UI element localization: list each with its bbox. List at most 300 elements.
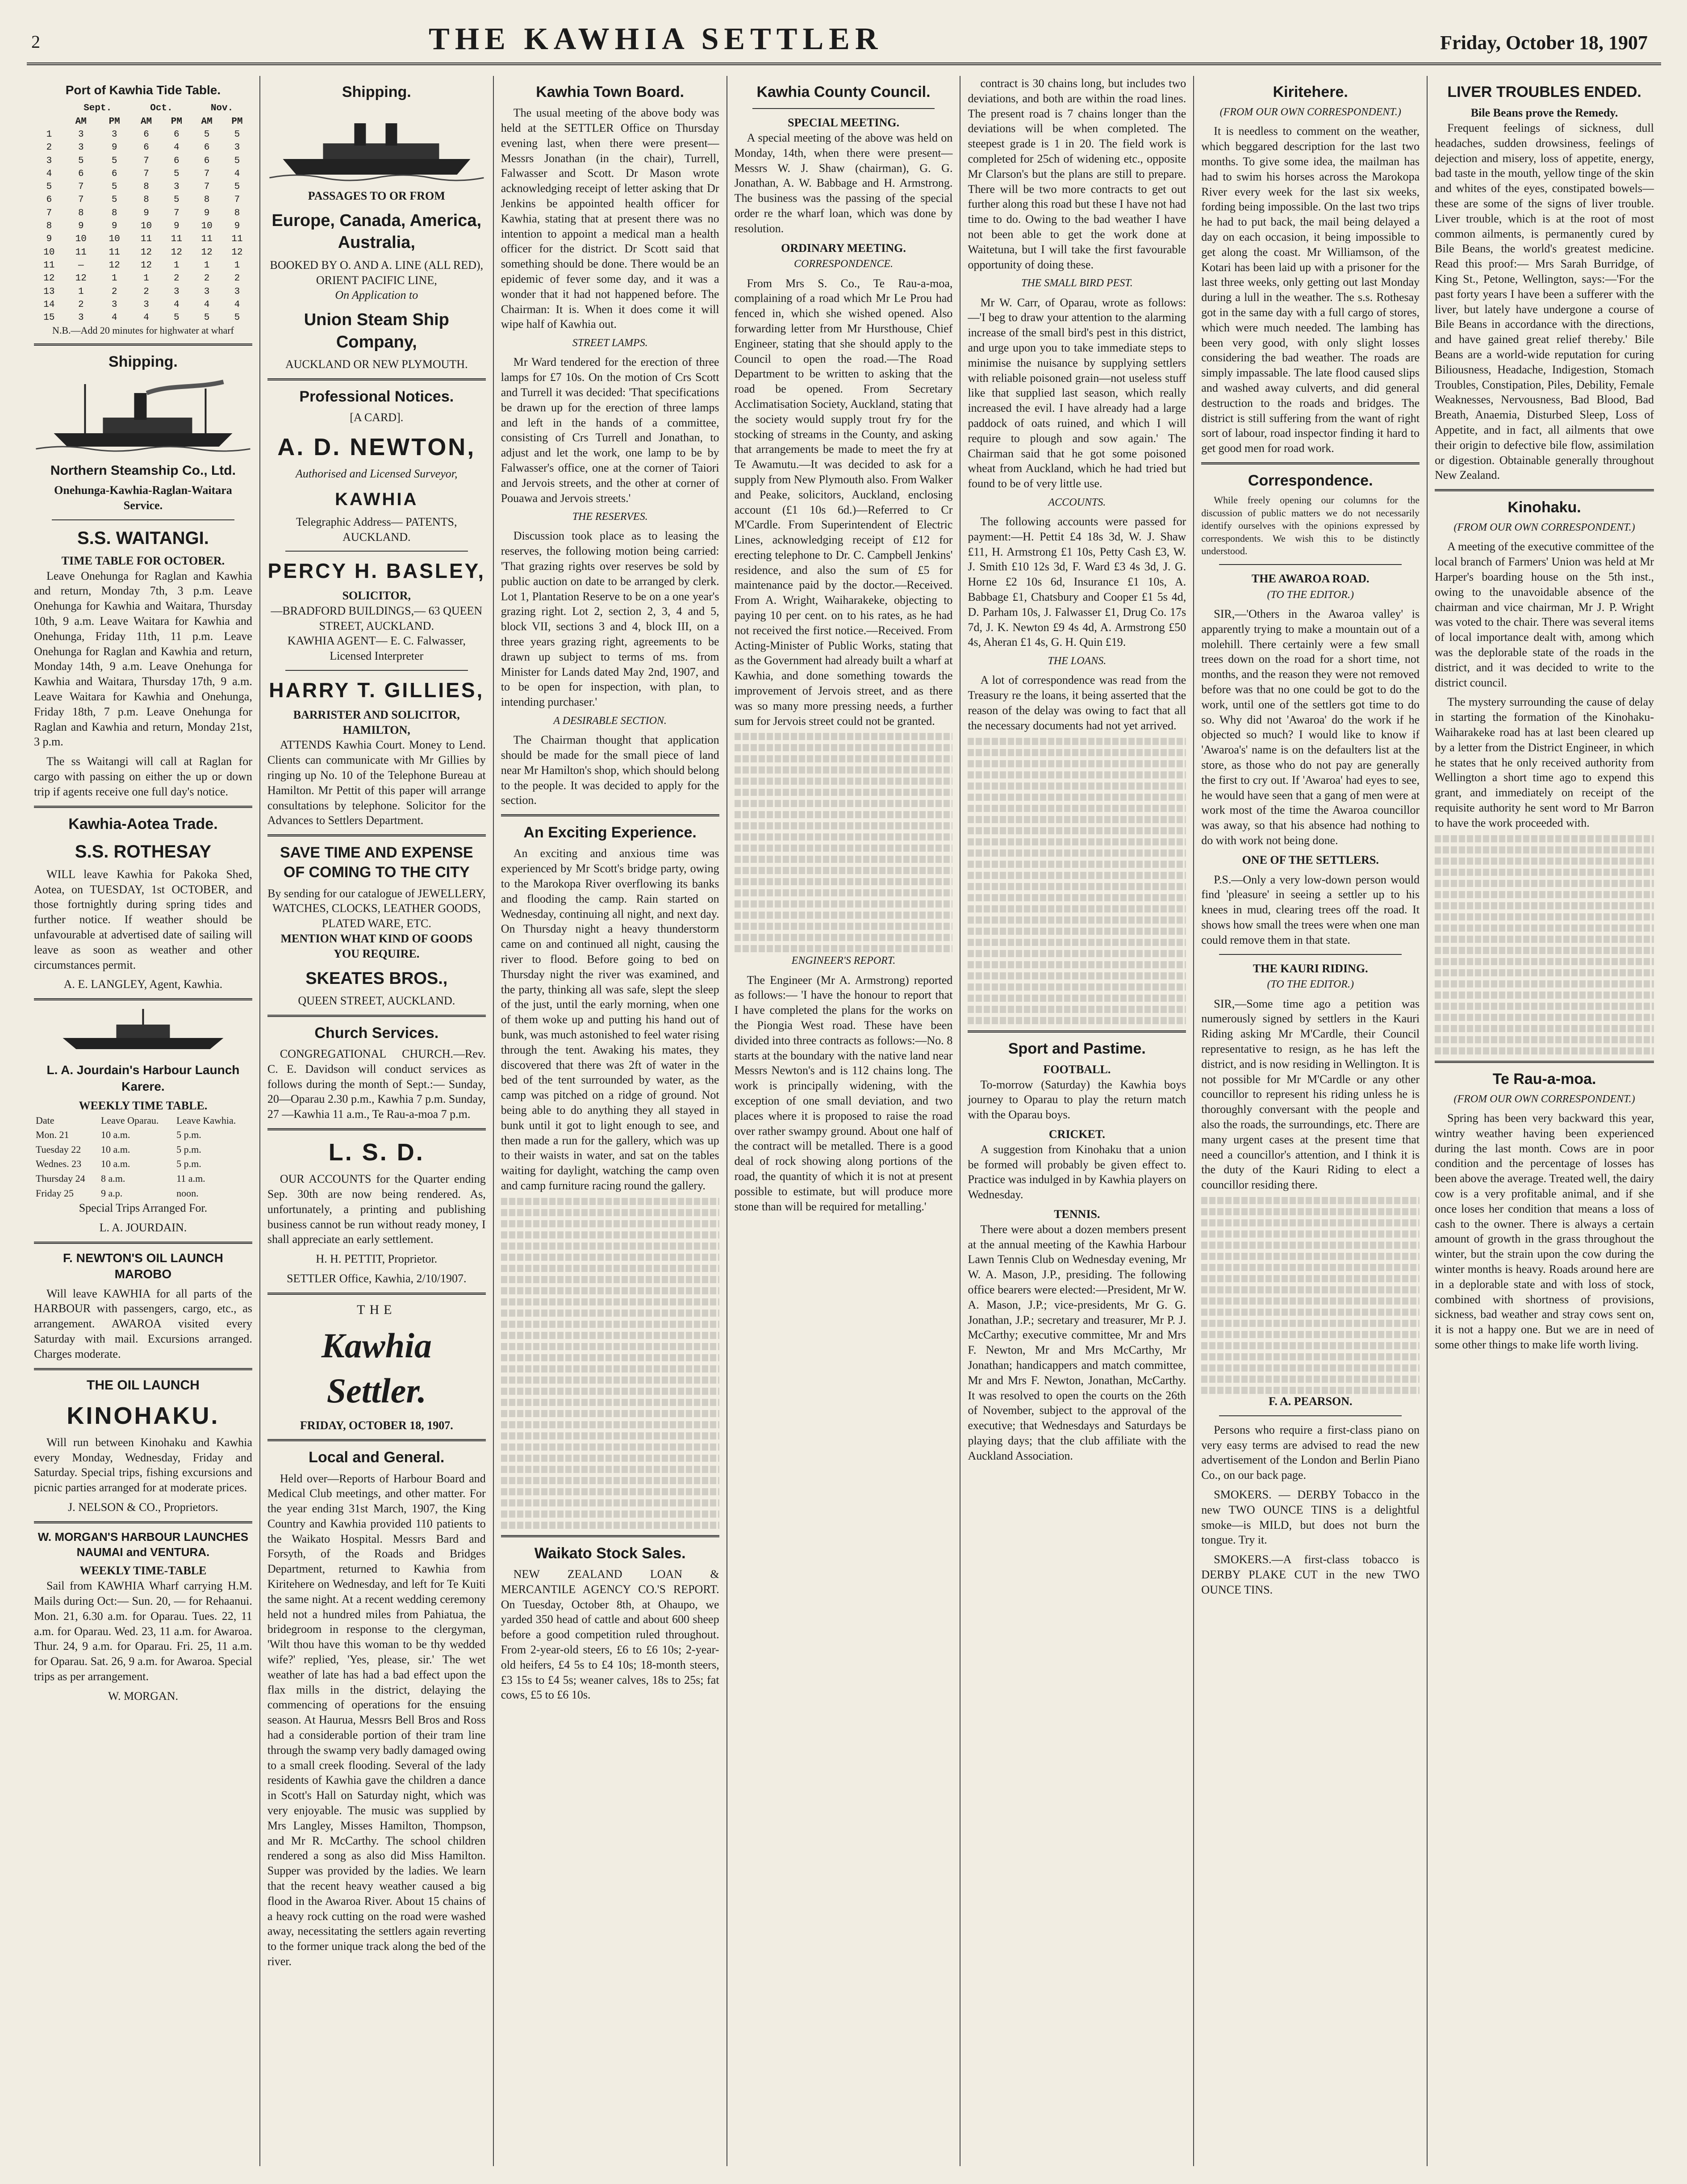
shipping-heading: Shipping. xyxy=(342,84,411,100)
divider xyxy=(34,806,252,808)
karere-header-row xyxy=(34,1113,252,1128)
tide-cell: 5 xyxy=(46,182,52,192)
cricket-heading: CRICKET. xyxy=(1048,1128,1105,1141)
tide-cell: 8 xyxy=(204,195,210,205)
tide-row xyxy=(34,285,252,298)
nameplate: Kawhia Settler. xyxy=(321,1326,432,1410)
divider xyxy=(1219,1415,1402,1416)
tide-cell: 4 xyxy=(234,168,240,179)
local-heading: Local and General. xyxy=(309,1449,445,1466)
tide-cell: 1 xyxy=(46,129,52,140)
column-3 xyxy=(494,76,727,2166)
town-board-body: The usual meeting of the above body was held at the SETTLER Office on Thursday evening last, when there were present—Messrs Jonathan (in the chair), Turrell, Falwasser and Scott. Dr Mason wrote acknowledging receipt of letter asking that Dr Jenkins be appointed health officer for Kawhia, stating that at present there was no intention to appoint a medical man a health officer for the district. Dr Scott said that something should be done. There would be an epidemic of fever some day, and it was a wonder that it had not happened before. The Chairman: It is. When it does come it will wipe half of Kawhia out. xyxy=(501,106,719,331)
tide-cell: 2 xyxy=(143,286,149,297)
newton-town: KAWHIA xyxy=(335,489,418,509)
tide-cell: 5 xyxy=(234,313,240,323)
tide-cell: 5 xyxy=(111,182,117,192)
tide-cell: 3 xyxy=(174,182,180,192)
karere-cell: Friday 25 xyxy=(36,1187,74,1199)
tide-cell: 8 xyxy=(143,195,149,205)
kinohaku-news-body: A meeting of the executive committee of the local branch of Farmers' Union was held at Mr Harper's boarding house on the 5th inst., owing to the unavoidable absence of the chairman and vice chairman, Mr J. P. Wright was voted to the chair. There was several items of local importance dealt with, among which was the deplorable state of the roads in the district, and it was decided to write to the district council. xyxy=(1435,540,1654,689)
kiritehere-byline: (FROM OUR OWN CORRESPONDENT.) xyxy=(1219,106,1401,118)
gillies-notice: ATTENDS Kawhia Court. Money to Lend. Clients can communicate with Mr Gillies by ringing up No. 10 of the Telephone Bureau at Hamilton. Mr Pettit of this paper will arrange consultations by telephone. Solicitor for the Advances to Settlers Department. xyxy=(267,738,486,827)
karere-row xyxy=(34,1142,252,1157)
tide-cell: 7 xyxy=(204,182,210,192)
morgan-schedule: Sail from KAWHIA Wharf carrying H.M. Mails during Oct:— Sun. 20, — for Rehaanui. Mon. 21, 6.30 a.m. for Oparau. Tues. 22, 11 a.m. for Oparau. Wed. 23, 11 a.m. for Awaroa. Thur. 24, 9 a.m. for Oparau. Fri. 25, 11 a.m. for Oparau. Sat. 26, 9 a.m. for Awaroa. Special trips as per arrangement. xyxy=(34,1579,252,1683)
lsd-notice: OUR ACCOUNTS for the Quarter ending Sep. 30th are now being rendered. As, unfortunately, a printing and publishing business cannot be run without ready money, I shall appreciate an early settlement. xyxy=(267,1172,486,1246)
karere-cell: 5 p.m. xyxy=(176,1143,201,1155)
church-notice: CONGREGATIONAL CHURCH.—Rev. C. E. Davidson will conduct services as follows during the month of Sept.:— Sunday, 20—Oparau 2.30 p.m., Kawhia 7 p.m. Sunday, 27 —Kawhia 11 a.m., Te Rau-a-moa 7 p.m. xyxy=(267,1047,486,1121)
tide-cell: 9 xyxy=(46,234,52,245)
tide-cell: 6 xyxy=(111,168,117,179)
tide-cell: 7 xyxy=(143,155,149,166)
tide-cell: 7 xyxy=(174,208,180,218)
tide-cell: 4 xyxy=(143,313,149,323)
tide-cell: 7 xyxy=(46,208,52,218)
bird-pest-heading: THE SMALL BIRD PEST. xyxy=(1021,277,1133,289)
save-heading: SAVE TIME AND EXPENSE OF COMING TO THE CITY xyxy=(280,844,473,881)
tide-cell: 11 xyxy=(201,234,213,245)
tide-cell: 5 xyxy=(174,168,180,179)
tide-cell: 3 xyxy=(78,142,84,153)
tide-row xyxy=(34,272,252,285)
karere-cell: 9 a.p. xyxy=(100,1187,123,1199)
illegible-text-block xyxy=(735,733,953,952)
exciting-heading: An Exciting Experience. xyxy=(523,824,697,841)
divider xyxy=(968,1030,1186,1033)
divider xyxy=(52,519,234,520)
skeates-name: SKEATES BROS., xyxy=(305,969,448,988)
tide-cell: 5 xyxy=(234,129,240,140)
column-5 xyxy=(960,76,1194,2166)
basley-name: PERCY H. BASLEY, xyxy=(267,559,486,583)
illegible-text-block xyxy=(968,738,1186,1024)
illegible-text-block xyxy=(1201,1197,1420,1394)
karere-cell: Wednes. 23 xyxy=(36,1158,82,1170)
issue-date: Friday, October 18, 1907 xyxy=(1440,32,1648,54)
exciting-body: An exciting and anxious time was experienced by Mr Scott's bridge party, owing to the Marokopa River overflowing its banks and flooding the camp. Rain started on Wednesday, continuing all night, and next day. On Thursday night a heavy thunderstorm came on and continued all night, causing the river to flood. Before going to bed on Thursday night the river was examined, and the party, thinking all was safe, slept the sleep of the just, until the early morning, when one of them woke up and putting his hand out of bunk, was much astonished to feel water rising through the tent. Awaking his mates, they discovered that there was 2ft of water in the bed of the tent surrounded by water, as the camp was pitched on a ridge of ground. Not being able to do anything they all stayed in bunk until it got to light enough to see, and then made a run for the gallery, which was up to their waists in water, and sat on the tables waiting for daylight, watching the camp oven and camp furniture racing round the gallery. xyxy=(501,847,719,1192)
tide-row xyxy=(34,155,252,167)
divider xyxy=(267,834,486,837)
tide-cell: 3 xyxy=(234,142,240,153)
engineer-continued: contract is 30 chains long, but includes two deviations, and both are within the road lines. The present road is 7 chains longer than the deviations will be when completed. The steepest grade is 1 in 20. The field work is completed for 25ch of widening etc., opposite Mr Clarson's but the plans are still to prepare. There will be two more contracts to get out further along this road but these I have not had time to do. Owing to the bad weather I have not been able to get the work done at Waitetuna, but I will take the first favourable opportunity of doing these. xyxy=(968,77,1186,271)
awaroa-road-ps: P.S.—Only a very low-down person would find 'pleasure' in seeing a settler up to his knees in mud, clearing trees off the road. It shows how small the trees were when one man could remove them in that state. xyxy=(1201,873,1420,946)
tide-cell: 10 xyxy=(140,221,152,232)
rothesay-name: S.S. ROTHESAY xyxy=(75,841,212,862)
divider xyxy=(34,343,252,346)
nsc-route: Onehunga-Kawhia-Raglan-Waitara Service. xyxy=(54,484,232,512)
correspondence-heading: Correspondence. xyxy=(1248,472,1373,489)
masthead xyxy=(27,21,1661,62)
reserves-body: Discussion took place as to leasing the reserves, the following motion being carried: 'That grazing rights over reserves be sold by public auction on date to be arranged by clerk. Lot 1, Plantation Reserve to be on a one year's grazing right. Lot 2, section 2, 3, 4 and 5, block VII, sections 3 and 4, block III, on a three years grazing right, agreements to be drawn up subject to terms of ms. from Minister for Lands dated May 2nd, 1907, and to be open for inspection, with plan, to intending purchaser.' xyxy=(501,529,719,709)
kinohaku-sign: J. NELSON & CO., Proprietors. xyxy=(68,1501,218,1514)
tide-cell: 1 xyxy=(174,260,180,271)
tide-month-row xyxy=(34,102,252,115)
tide-cell: 10 xyxy=(75,234,87,245)
tide-cell: 3 xyxy=(174,286,180,297)
kinohaku-name: KINOHAKU. xyxy=(67,1402,220,1429)
gillies-role: BARRISTER AND SOLICITOR, HAMILTON, xyxy=(293,708,460,736)
tide-cell: 1 xyxy=(111,273,117,284)
tide-table xyxy=(34,102,252,324)
divider xyxy=(267,1128,486,1130)
lsd-heading: L. S. D. xyxy=(328,1138,425,1166)
waikato-heading: Waikato Stock Sales. xyxy=(534,1544,686,1562)
newton-role: Authorised and Licensed Surveyor, xyxy=(296,467,458,480)
loans-body: A lot of correspondence was read from the Treasury re the loans, it being asserted that the reason of the delay was owing to fact that all the necessary documents had not yet arrived. xyxy=(968,674,1186,732)
tide-cell: 14 xyxy=(43,299,55,310)
tide-month: Sept. xyxy=(84,103,112,114)
divider xyxy=(267,1439,486,1441)
lsd-sign: H. H. PETTIT, Proprietor. xyxy=(316,1252,438,1266)
karere-row xyxy=(34,1128,252,1142)
masthead-rule xyxy=(27,63,1661,65)
tide-cell: 8 xyxy=(78,208,84,218)
karere-timetable-heading: WEEKLY TIME TABLE. xyxy=(79,1099,208,1112)
kauri-riding-letter: SIR,—Some time ago a petition was numerously signed by settlers in the Kauri Riding asking Mr M'Cardle, their Council representative to resign, as he has left the district, and is now residing in Wellington. It is not possible for Mr M'Cardle or any other councillor to represent his riding unless he is thoroughly conversant with the people and also the roads, the surroundings, etc. There are many urgent cases at the present time that need a councillor's attention, and I think it is the duty of the Kauri Riding to elect a councillor residing there. xyxy=(1201,997,1420,1192)
engineer-body: The Engineer (Mr A. Armstrong) reported as follows:— 'I have the honour to report that I have completed the plans for the works on the Piongia West road. These have been divided into three contracts as follows:—No. 8 starts at the boundary with the native land near Messrs Newton's and is 112 chains long. The work is principally widening, with the exception of one small deviation, and two places where it is proposed to raise the road over rather swampy ground. About one half of the contract will be metalled. There is a good deal of rock showing along portions of the road, the quantity of which it is not at present possible to estimate, but will produce more stone than will be required for metalling.' xyxy=(734,973,953,1213)
karere-cell: 5 p.m. xyxy=(176,1158,201,1170)
divider xyxy=(285,551,468,552)
rothesay-notice: WILL leave Kawhia for Pakoka Shed, Aotea, on TUESDAY, 1st OCTOBER, and those fortnightly during spring tides and further notice. If weather should be unfavourable at advertised date of sailing will leave as soon as weather and other circumstances permit. xyxy=(34,867,252,971)
tide-cell: 1 xyxy=(78,286,84,297)
tide-cell: 9 xyxy=(78,221,84,232)
accounts-body: The following accounts were passed for payment:—H. Pettit £4 18s 3d, W. J. Shaw £11, H. Armstrong £1 10s, Petty Cash £3, W. J. Smith £10 12s 3d, F. Ward £3 4s 3d, J. G. Horne £2 10s 6d, Insurance £1 10s, A. Babbage £1, Chatsbury and Cooper £1 5s 4d, D. Parham 10s, J. Falwasser £1, Drug Co. 17s 7d, J. K. Newton £9 4s 4d, A. Armstrong £50 4s, Aheran £1 4s, G. H. Quin £19. xyxy=(968,515,1186,649)
tide-cell: 3 xyxy=(111,129,117,140)
tide-cell: 2 xyxy=(46,142,52,153)
tide-cell: 8 xyxy=(111,208,117,218)
save-body: By sending for our catalogue of JEWELLERY, WATCHES, CLOCKS, LEATHER GOODS, PLATED WARE, ETC. xyxy=(267,887,486,930)
page-columns xyxy=(27,76,1661,2166)
tide-cell: 3 xyxy=(78,129,84,140)
tide-row xyxy=(34,141,252,154)
passages-destinations: Europe, Canada, America, Australia, xyxy=(271,211,482,252)
divider xyxy=(34,998,252,1000)
smokers-notice-2: SMOKERS.—A first-class tobacco is DERBY PLAKE CUT in the new TWO OUNCE TINS. xyxy=(1201,1553,1420,1596)
nameplate-date: FRIDAY, OCTOBER 18, 1907. xyxy=(300,1418,453,1432)
tide-cell: 6 xyxy=(174,155,180,166)
tide-cell: 5 xyxy=(111,195,117,205)
karere-col-head: Leave Oparau. xyxy=(100,1114,159,1126)
county-council-heading: Kawhia County Council. xyxy=(756,84,931,100)
loans-heading: THE LOANS. xyxy=(1048,655,1107,667)
tide-row xyxy=(34,167,252,180)
tide-cell: 5 xyxy=(204,129,210,140)
waitangi-schedule: Leave Onehunga for Raglan and Kawhia and return, Monday 7th, 3 p.m. Leave Onehunga for Kawhia and Waitara, Thursday 10th, 9 a.m. Leave Waitara for Kawhia and Onehunga, Friday 11th, 11 p.m. Leave Onehunga for Raglan and Kawhia and return, Monday 14th, 9 a.m. Leave Onehunga for Kawhia and Waitara, Thursday 17th, 9 a.m. Leave Waitara for Kawhia and Onehunga, Friday 18th, 7 p.m. Leave Onehunga for Raglan and Kawhia and return, Monday 21st, 3 p.m. xyxy=(34,569,252,749)
special-meeting-body: A special meeting of the above was held on Monday, 14th, when there were present—Messrs W. J. Shaw (chairman), G. G. Jonathan, A. W. Babbage and H. Armstrong. The business was the passing of the special order re the wharf loan, which was done by resolution. xyxy=(734,131,953,235)
gillies-name: HARRY T. GILLIES, xyxy=(269,678,484,702)
passages-lines: BOOKED BY O. AND A. LINE (ALL RED), ORIENT PACIFIC LINE, xyxy=(270,258,484,287)
lsd-office: SETTLER Office, Kawhia, 2/10/1907. xyxy=(287,1272,467,1285)
newton-telegraph: Telegraphic Address— PATENTS, AUCKLAND. xyxy=(296,515,457,544)
tide-cell: 7 xyxy=(78,195,84,205)
tennis-body: There were about a dozen members present at the annual meeting of the Kawhia Harbour Lawn Tennis Club on Wednesday evening, Mr W. A. Mason, J.P., presiding. The following office bearers were elected:—President, Mr W. A. Mason, J.P.; vice-presidents, Mr G. G. Jonathan, J.P.; secretary and treasurer, Mr P. J. McCarthy; executive committee, Mr and Mrs F. Newton, Mr and Mrs McCarthy, Mr Jonathan; handicappers and match committee, Mr and Mrs F. Newton, Jonathan, McCarthy. It was resolved to open the courts on the 26th of November, subject to the approval of the executive; that Wednesdays and Saturdays be playing days; that the club affiliate with the Auckland Association. xyxy=(968,1222,1186,1462)
newton-name: A. D. NEWTON, xyxy=(277,433,476,460)
divider xyxy=(501,814,719,816)
page-number: 2 xyxy=(31,32,40,52)
tide-row xyxy=(34,180,252,193)
tide-cell: 4 xyxy=(174,142,180,153)
tide-cell: 7 xyxy=(78,182,84,192)
tide-cell: 4 xyxy=(174,299,180,310)
tide-cell: 4 xyxy=(234,299,240,310)
morgan-heading: W. MORGAN'S HARBOUR LAUNCHES NAUMAI and VENTURA. xyxy=(38,1530,249,1559)
tide-cell: 11 xyxy=(109,247,120,258)
union-company: Union Steam Ship Company, xyxy=(304,310,449,351)
karere-special: Special Trips Arranged For. xyxy=(79,1201,208,1215)
tide-row xyxy=(34,246,252,259)
tide-cell: 5 xyxy=(174,195,180,205)
tide-cell: 7 xyxy=(143,168,149,179)
kauri-riding-heading: THE KAURI RIDING. xyxy=(1253,962,1368,975)
tide-cell: 10 xyxy=(43,247,55,258)
illegible-text-block xyxy=(501,1198,719,1529)
tide-title: Port of Kawhia Tide Table. xyxy=(65,83,221,97)
tide-cell: 12 xyxy=(75,273,87,284)
karere-cell: Tuesday 22 xyxy=(36,1143,81,1155)
tide-note: N.B.—Add 20 minutes for highwater at wharf xyxy=(52,325,234,336)
section-body: The Chairman thought that application should be made for the small piece of land near Mr Hamilton's shop, which should belong to the people. It was decided to apply for the section. xyxy=(501,733,719,807)
tide-row xyxy=(34,128,252,141)
tide-cell: 9 xyxy=(111,221,117,232)
tide-cell: 3 xyxy=(78,313,84,323)
tide-cell: 12 xyxy=(140,247,152,258)
ordinary-meeting-body: From Mrs S. Co., Te Rau-a-moa, complaining of a road which Mr Le Prou had fenced in, which she wished opened. Also forwarding letter from Mr Hursthouse, Chief Engineer, stating that she should apply to the Council to open the road.—The Road Department to be written to asking that the road be opened. From Secretary Acclimatisation Society, Auckland, stating that the society would supply trout fry for the stocking of streams in the County, and asking that arrangements be made to meet the fry at Te Awamutu.—It was decided to ask for a supply from New Plymouth also. From Walker and Peake, solicitors, Auckland, enclosing account (£1 10s 6d.)—Referred to Cr M'Cardle. From Superintendent of Electric Lines, acknowledging receipt of £12 for erecting telephone to Dr. C. Campbell Jenkins' residence, and also the sum of £5 for maintenance paid by the doctor.—Received. From A. Wright, Waiharakeke, objecting to paying 10 per cent. on to his rates, as he had not received the first notice.—Received. From Acting-Minister of Public Works, stating that as the Government had already built a wharf at Kawhia, and done something towards the improvement of Jervois street, and as there was so many more pressing needs, a further sum for Jervois street could not be granted. xyxy=(734,276,953,728)
karere-rows xyxy=(34,1128,252,1201)
column-6 xyxy=(1194,76,1428,2166)
divider xyxy=(34,1368,252,1370)
street-lamps-heading: STREET LAMPS. xyxy=(572,337,648,349)
tide-row xyxy=(34,233,252,246)
tide-cell: 1 xyxy=(234,260,240,271)
tide-month: Nov. xyxy=(210,103,234,114)
tide-cell: 2 xyxy=(234,273,240,284)
kinohaku-news-byline: (FROM OUR OWN CORRESPONDENT.) xyxy=(1453,522,1635,534)
tide-cell: 11 xyxy=(140,234,152,245)
karere-cell: 8 a.m. xyxy=(100,1173,125,1184)
tide-ampm-row xyxy=(34,115,252,128)
morgan-sign: W. MORGAN. xyxy=(108,1689,179,1703)
marobo-notice: Will leave KAWHIA for all parts of the HARBOUR with passengers, cargo, etc., as arrangement. AWAROA visited every Saturday with mail. Excursions arranged. Charges moderate. xyxy=(34,1287,252,1360)
launch-illustration xyxy=(34,1007,252,1056)
tide-cell: 5 xyxy=(204,313,210,323)
tide-cell: 1 xyxy=(204,260,210,271)
skeates-address: QUEEN STREET, AUCKLAND. xyxy=(298,994,455,1007)
tide-row xyxy=(34,311,252,324)
tide-cell: 12 xyxy=(140,260,152,271)
save-mention: MENTION WHAT KIND OF GOODS YOU REQUIRE. xyxy=(280,932,473,960)
basley-agent: KAWHIA AGENT— E. C. Falwasser, Licensed Interpreter xyxy=(287,634,466,663)
correspondence-note: While freely opening our columns for the discussion of public matters we do not necessarily identify ourselves with the opinions expressed by correspondents. We wish this to be distinctly understood. xyxy=(1201,494,1420,557)
waikato-body: NEW ZEALAND LOAN & MERCANTILE AGENCY CO.'S REPORT. On Tuesday, October 8th, at Ohaupo, we yarded 350 head of cattle and about 600 sheep before a good competition ruled throughout. From 2-year-old steers, £6 to £6 10s; 2-year-old heifers, £4 5s to £4 10s; 18-month steers, £3 15s to £4 5s; weaner calves, 18s to 25s; fat cows, £5 to £6 10s. xyxy=(501,1567,719,1702)
tide-cell: 9 xyxy=(204,208,210,218)
passages-heading: PASSAGES TO OR FROM xyxy=(308,189,445,203)
te-rau-byline: (FROM OUR OWN CORRESPONDENT.) xyxy=(1453,1093,1635,1105)
awaroa-to-editor: (TO THE EDITOR.) xyxy=(1267,589,1354,601)
card-label: [A CARD]. xyxy=(350,410,404,424)
tide-cell: 7 xyxy=(204,168,210,179)
town-board-heading: Kawhia Town Board. xyxy=(536,84,685,100)
kiritehere-body: It is needless to comment on the weather, which beggared description for the last two months. To give some idea, the mailman has had to swim his horses across the Marokopa River every week for the last six weeks, fording being impossible. On the last two trips he had to put back, the mail being delayed a day on each occasion, it being impossible to get along the coast. Mr Williamson, of the Kotari has been laid up with a prisoner for the last three weeks, only getting out last Monday during a lull in the weather. The s.s. Rothesay got in the same day with a full cargo of stores, which were much needed. The lambing has been very good, with only slight losses considering the bad weather. The roads are simply impassable. The late flood caused slips and washed away culverts, and did general destruction to the roads and bridges. The district is still suffering from the want of right sort of labour, road inspector finding it hard to get good men for road work. xyxy=(1201,125,1420,455)
divider xyxy=(1201,462,1420,464)
divider xyxy=(267,1015,486,1017)
tide-cell: 4 xyxy=(204,299,210,310)
special-meeting-heading: SPECIAL MEETING. xyxy=(788,116,899,130)
football-heading: FOOTBALL. xyxy=(1043,1063,1111,1076)
tide-cell: 12 xyxy=(201,247,213,258)
tide-month: Oct. xyxy=(150,103,173,114)
tide-cell: 15 xyxy=(43,313,55,323)
tide-cell: 9 xyxy=(174,221,180,232)
tide-cell: 9 xyxy=(234,221,240,232)
divider xyxy=(34,1521,252,1523)
column-7 xyxy=(1428,76,1661,2166)
local-body: Held over—Reports of Harbour Board and Medical Club meetings, and other matter. For the year ending 31st March, 1907, the King Country and Kawhia provided 110 patients to the Waikato Hospital. Messrs Bard and Forsyth, of the Roads and Bridges Department, returned to Kawhia from Kiritehere on Wednesday, and left for Te Kuiti the same night. At a recent wedding ceremony held not a hundred miles from Pahiatua, the bridegroom in response to the clergyman, 'Wilt thou have this woman to be thy wedded wife?' replied, 'Yes, please, sir.' The wet weather of late has had a bad effect upon the flax mills in the district, delaying the commencing of operations for the ensuing season. At Haurua, Messrs Bell Bros and Ross had a considerable portion of their tram line through the swamp very badly damaged owing to a small creek flooding. Several of the lady residents of Kawhia gave the children a dance in Scott's Hall on Saturday night, which was very enjoyable. The music was supplied by Mrs Langley, Misses Hamilton, Thompson, and Mr R. McCarthy. The school children rendered a song as also did Miss Hamilton. Supper was provided by the ladies. We learn that the recent heavy weather caused a big flood in the Awaroa River. About 15 chains of a heavy rock cutting on the road were washed away, necessitating the settlers again reverting to the former unique track along the bed of the river. xyxy=(267,1472,486,1968)
nsc-title: Northern Steamship Co., Ltd. xyxy=(50,463,236,478)
karere-cell: 11 a.m. xyxy=(176,1173,205,1184)
marobo-heading: F. NEWTON'S OIL LAUNCH MAROBO xyxy=(63,1251,223,1281)
kauri-riding-sign: F. A. PEARSON. xyxy=(1268,1394,1353,1408)
divider xyxy=(752,108,935,109)
tide-cell: 5 xyxy=(174,313,180,323)
liver-subheading: Bile Beans prove the Remedy. xyxy=(1470,106,1618,120)
piano-notice: Persons who require a first-class piano on very easy terms are advised to read the new advertisement of the London and Berlin Piano Co., on our back page. xyxy=(1201,1423,1420,1482)
divider xyxy=(34,1242,252,1244)
bird-pest-body: Mr W. Carr, of Oparau, wrote as follows:—'I beg to draw your attention to the alarming increase of the small bird's pest in this district, and urge upon you to take immediate steps to minimise the nuisance by supplying settlers with reliable poisoned grain—not useless stuff like that supplied last season, which really increased the evil. I have already had a large paddock of oats ruined, and which I will require to plough and sow again.' The Chairman said that he got some poisoned wheat from Auckland, which he had tried but found to be of very little use. xyxy=(968,296,1186,490)
tide-cell: 1 xyxy=(143,273,149,284)
cricket-body: A suggestion from Kinohaku that a union be formed will probably be given effect to. Practice was indulged in by Kawhia players on Wednesday. xyxy=(968,1142,1186,1201)
waitangi-note: The ss Waitangi will call at Raglan for cargo with passing on either the up or down trip if agents receive one full day's notice. xyxy=(34,755,252,798)
tide-ampm: PM xyxy=(171,116,182,127)
tide-cell: 4 xyxy=(46,168,52,179)
tide-cell: 5 xyxy=(111,155,117,166)
divider xyxy=(501,1535,719,1537)
karere-cell: Thursday 24 xyxy=(36,1173,85,1184)
kiritehere-heading: Kiritehere. xyxy=(1273,84,1348,100)
reserves-heading: THE RESERVES. xyxy=(572,511,648,523)
karere-col-head: Date xyxy=(36,1114,54,1126)
liver-body: Frequent feelings of sickness, dull headaches, sudden drowsiness, feelings of dejection and misery, loss of appetite, energy, bad taste in the mouth, yellow tinge of the skin and whites of the eyes, constipated bowels—these are some of the signs of liver trouble. Liver trouble, which is at the root of most common ailments, is permanently cured by Bile Beans, the world's greatest medicine. Read this proof:— Mrs Sarah Burridge, of King St., Petone, Wellington, says:—'For the past forty years I have been a sufferer with the liver, but lately have undergone a course of Bile Beans in accordance with the directions, and have gained great relief thereby.' Bile Beans are a world-wide reputation for curing Biliousness, Headache, Indigestion, Stomach Troubles, Constipation, Piles, Debility, Female Weaknesses, Nervousness, Bad Blood, Bad Breath, Anaemia, Disturbed Sleep, Loss of Appetite, and in fact, all ailments that owe their origin to defective bile flow, assimilation or digestion. Obtainable generally throughout New Zealand. xyxy=(1435,121,1654,482)
karere-sign: L. A. JOURDAIN. xyxy=(99,1221,187,1234)
tide-cell: — xyxy=(78,260,84,271)
divider xyxy=(1435,1061,1654,1063)
ordinary-meeting-heading: ORDINARY MEETING. xyxy=(781,241,906,255)
tide-cell: 11 xyxy=(43,260,55,271)
tennis-heading: TENNIS. xyxy=(1054,1208,1100,1221)
waitangi-name: S.S. WAITANGI. xyxy=(77,528,209,548)
te-rau-body: Spring has been very backward this year, wintry weather having been experienced during the last month. Cows are in poor condition and the percentage of losses has been above the average. Treated well, the dairy cow is a very profitable animal, and if she once loses her condition that means a loss of cash to the owner. There is always a certain amount of growth in the grass throughout the winter, but the strain upon the cow during the winter months is heavy. Roads around here are in a deplorable state and with loss of stock, combined with shortness of provisions, sickness, bad weather and stray cows sent on, it is not a happy one. But we are in need of some other things to make life worth living. xyxy=(1435,1112,1654,1351)
waitangi-timetable-heading: TIME TABLE FOR OCTOBER. xyxy=(61,554,225,567)
kinohaku-notice: Will run between Kinohaku and Kawhia every Monday, Wednesday, Friday and Saturday. Special trips, fishing excursions and picnic parties arranged for at moderate prices. xyxy=(34,1435,252,1494)
tide-cell: 6 xyxy=(204,142,210,153)
karere-cell: Mon. 21 xyxy=(36,1129,69,1141)
column-1 xyxy=(27,76,260,2166)
tide-cell: 6 xyxy=(204,155,210,166)
karere-row xyxy=(34,1157,252,1171)
aotea-heading: Kawhia-Aotea Trade. xyxy=(68,815,218,833)
kinohaku-heading: THE OIL LAUNCH xyxy=(87,1377,200,1393)
tide-cell: 8 xyxy=(46,221,52,232)
tide-ampm: AM xyxy=(140,116,152,127)
tide-cell: 6 xyxy=(46,195,52,205)
tide-cell: 2 xyxy=(111,286,117,297)
divider xyxy=(1219,564,1402,565)
basley-role: SOLICITOR, xyxy=(342,589,411,602)
tide-cell: 3 xyxy=(204,286,210,297)
tide-cell: 11 xyxy=(171,234,182,245)
tide-ampm: AM xyxy=(201,116,213,127)
liver-heading: LIVER TROUBLES ENDED. xyxy=(1447,84,1641,100)
tide-cell: 12 xyxy=(43,273,55,284)
kinohaku-news-heading: Kinohaku. xyxy=(1507,499,1581,516)
tide-cell: 12 xyxy=(231,247,243,258)
tide-row xyxy=(34,193,252,206)
illegible-text-block xyxy=(1435,835,1654,1054)
te-rau-heading: Te Rau-a-moa. xyxy=(1492,1070,1596,1088)
engineer-heading: ENGINEER'S REPORT. xyxy=(791,955,896,967)
street-lamps-body: Mr Ward tendered for the erection of three lamps for £7 10s. On the motion of Crs Scott and Turrell it was decided: 'That specifications be drawn up for the erection of three lamps and left in the hands of a committee, consisting of Crs Turrell and Jonathan, to adjust and let the work, one lamp to be by Falwasser's office, one at the corner of Taiori and Jervois streets, and the other at corner of Pouawa and Jervois streets.' xyxy=(501,356,719,505)
liner-illustration xyxy=(267,105,486,186)
tide-cell: 12 xyxy=(109,260,120,271)
tide-cell: 11 xyxy=(75,247,87,258)
football-body: To-morrow (Saturday) the Kawhia boys journey to Oparau to play the return match with the Oparau boys. xyxy=(968,1078,1186,1121)
tide-row xyxy=(34,207,252,220)
tide-ampm: PM xyxy=(109,116,120,127)
tide-cell: 2 xyxy=(204,273,210,284)
correspondence-subheading: CORRESPONDENCE. xyxy=(794,258,893,270)
sport-heading: Sport and Pastime. xyxy=(1008,1040,1146,1057)
tide-cell: 6 xyxy=(143,142,149,153)
column-2 xyxy=(260,76,494,2166)
union-address: AUCKLAND OR NEW PLYMOUTH. xyxy=(285,357,468,371)
shipping-heading: Shipping. xyxy=(109,353,178,371)
karere-cell: 5 p.m. xyxy=(176,1129,201,1141)
tide-cell: 4 xyxy=(111,313,117,323)
accounts-heading: ACCOUNTS. xyxy=(1048,496,1106,508)
tide-cell: 5 xyxy=(78,155,84,166)
divider xyxy=(1219,954,1402,955)
tide-cell: 8 xyxy=(234,208,240,218)
steamship-illustration xyxy=(34,375,252,456)
tide-cell: 5 xyxy=(234,182,240,192)
karere-cell: 10 a.m. xyxy=(100,1158,130,1170)
church-heading: Church Services. xyxy=(314,1024,439,1042)
tide-cell: 2 xyxy=(78,299,84,310)
masthead-title: THE KAWHIA SETTLER xyxy=(429,22,883,56)
basley-address: —BRADFORD BUILDINGS,— 63 QUEEN STREET, AUCKLAND. xyxy=(271,604,483,632)
column-4 xyxy=(727,76,961,2166)
karere-row xyxy=(34,1186,252,1201)
karere-timetable xyxy=(34,1113,252,1201)
karere-heading: L. A. Jourdain's Harbour Launch Karere. xyxy=(46,1063,240,1093)
tide-row xyxy=(34,220,252,233)
tide-ampm: PM xyxy=(231,116,243,127)
tide-cell: 2 xyxy=(174,273,180,284)
tide-cell: 12 xyxy=(171,247,182,258)
tide-cell: 6 xyxy=(174,129,180,140)
karere-cell: 10 a.m. xyxy=(100,1129,130,1141)
tide-body xyxy=(34,128,252,324)
tide-cell: 3 xyxy=(111,299,117,310)
tide-cell: 10 xyxy=(109,234,120,245)
smokers-notice-1: SMOKERS. — DERBY Tobacco in the new TWO OUNCE TINS is a delightful smoke—is MILD, but does not burn the tongue. Try it. xyxy=(1201,1488,1420,1547)
tide-row xyxy=(34,298,252,311)
awaroa-road-heading: THE AWAROA ROAD. xyxy=(1251,572,1370,586)
tide-cell: 7 xyxy=(234,195,240,205)
tide-cell: 9 xyxy=(111,142,117,153)
morgan-timetable-heading: WEEKLY TIME-TABLE xyxy=(79,1564,207,1577)
tide-cell: 9 xyxy=(143,208,149,218)
